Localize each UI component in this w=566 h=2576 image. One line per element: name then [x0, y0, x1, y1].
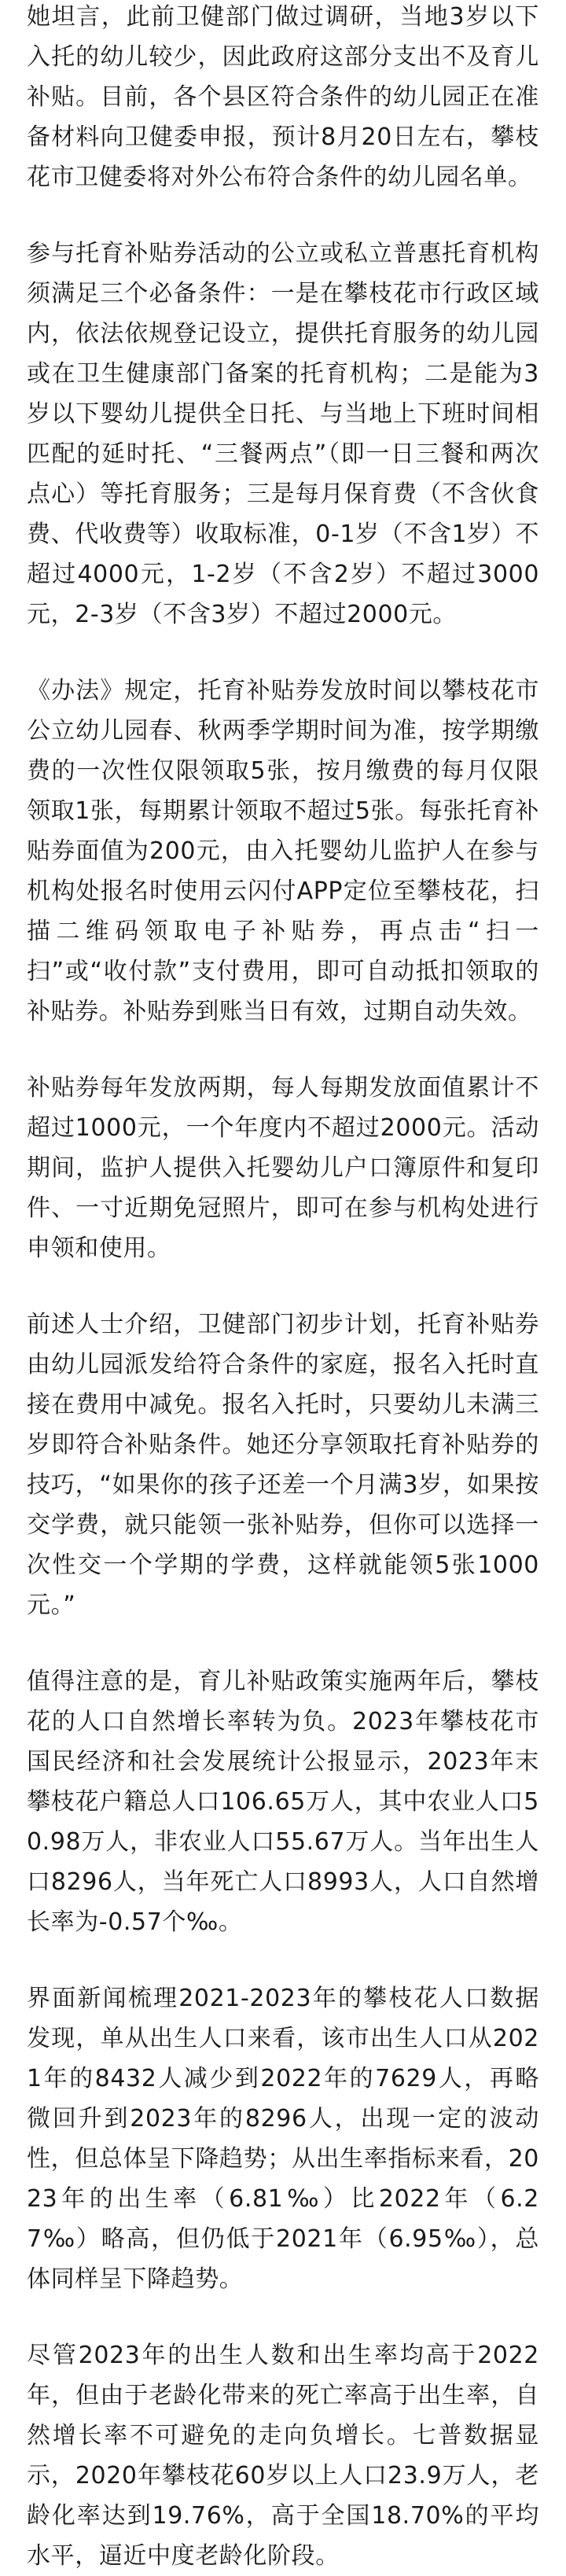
- article-paragraph-4: 补贴券每年发放两期，每人每期发放面值累计不超过1000元，一个年度内不超过2000元。活动期间，监护人提供入托婴幼儿户口簿原件和复印件、一寸近期免冠照片，即可在参与机构处进行申领和使用。: [27, 1074, 539, 1262]
- article-paragraph-6: 值得注意的是，育儿补贴政策实施两年后，攀枝花的人口自然增长率转为负。2023年攀枝花市国民经济和社会发展统计公报显示，2023年末攀枝花户籍总人口106.65万人，其中农业人口50.98万人，非农业人口55.67万人。当年出生人口8296人，当年死亡人口8993人，人口自然增长率为-0.57个‰。: [27, 1668, 539, 1936]
- article-paragraph-5: 前述人士介绍，卫健部门初步计划，托育补贴券由幼儿园派发给符合条件的家庭，报名入托时直接在费用中减免。报名入托时，只要幼儿未满三岁即符合补贴条件。她还分享领取托育补贴券的技巧，“如果你的孩子还差一个月满3岁，如果按交学费，就只能领一张补贴券，但你可以选择一次性交一个学期的学费，这样就能领5张1000元。”: [27, 1311, 539, 1619]
- article-paragraph-3: 《办法》规定，托育补贴券发放时间以攀枝花市公立幼儿园春、秋两季学期时间为准，按学期缴费的一次性仅限领取5张，按月缴费的每月仅限领取1张，每期累计领取不超过5张。每张托育补贴券面值为200元，由入托婴幼儿监护人在参与机构处报名时使用云闪付APP定位至攀枝花，扫描二维码领取电子补贴券，再点击“扫一扫”或“收付款”支付费用，即可自动抵扣领取的补贴券。补贴券到账当日有效，过期自动失效。: [27, 677, 539, 1025]
- article-paragraph-7: 界面新闻梳理2021-2023年的攀枝花人口数据发现，单从出生人口来看，该市出生人口从2021年的8432人减少到2022年的7629人，再略微回升到2023年的8296人，出现一定的波动性，但总体呈下降趋势；从出生率指标来看，2023年的出生率（6.81‰）比2022年（6.27‰）略高，但仍低于2021年（6.95‰），总体同样呈下降趋势。: [27, 1985, 539, 2293]
- article-paragraph-2: 参与托育补贴券活动的公立或私立普惠托育机构须满足三个必备条件：一是在攀枝花市行政区域内，依法依规登记设立，提供托育服务的幼儿园或在卫生健康部门备案的托育机构；二是能为3岁以下婴幼儿提供全日托、与当地上下班时间相匹配的延时托、“三餐两点”（即一日三餐和两次点心）等托育服务；三是每月保育费（不含伙食费、代收费等）收取标准，0-1岁（不含1岁）不超过4000元，1-2岁（不含2岁）不超过3000元，2-3岁（不含3岁）不超过2000元。: [27, 240, 539, 628]
- article-paragraph-1: 她坦言，此前卫健部门做过调研，当地3岁以下入托的幼儿较少，因此政府这部分支出不及育儿补贴。目前，各个县区符合条件的幼儿园正在准备材料向卫健委申报，预计8月20日左右，攀枝花市卫健委将对外公布符合条件的幼儿园名单。: [27, 3, 539, 191]
- article-paragraph-8: 尽管2023年的出生人数和出生率均高于2022年，但由于老龄化带来的死亡率高于出生率，自然增长率不可避免的走向负增长。七普数据显示，2020年攀枝花60岁以上人口23.9万人，老龄化率达到19.76%，高于全国18.70%的平均水平，逼近中度老龄化阶段。: [27, 2342, 539, 2570]
